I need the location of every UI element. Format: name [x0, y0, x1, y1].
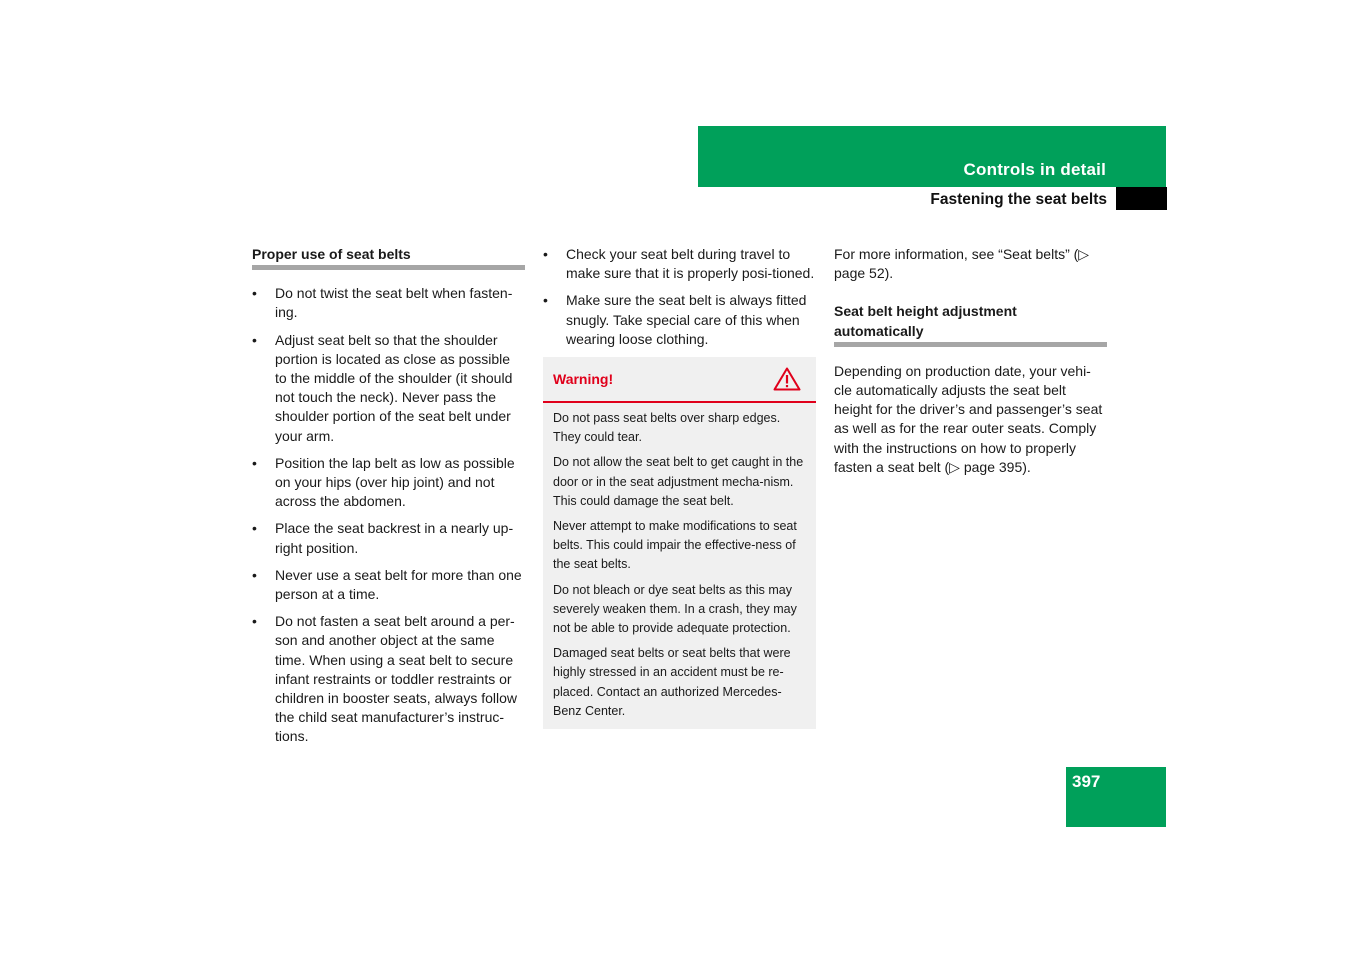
section-title: Fastening the seat belts	[930, 191, 1107, 208]
column-left	[252, 245, 525, 755]
warning-paragraph: Do not allow the seat belt to get caught in the door or in the seat adjustment mecha-nism. This could damage the seat belt.	[553, 455, 804, 508]
list-item: • Place the seat backrest in a nearly up-right position.	[252, 519, 525, 557]
list-item: • Never use a seat belt for more than one person at a time.	[252, 566, 525, 604]
list-item: • Adjust seat belt so that the shoulder portion is located as close as possible to the middle of the shoulder (it should not touch the neck). Never pass the shoulder portion of the seat belt under your arm.	[252, 331, 525, 446]
heading-height-adjustment: Seat belt height adjustment automatically	[834, 302, 1107, 346]
heading-proper-use: Proper use of seat belts	[252, 245, 525, 270]
warning-header	[543, 357, 816, 403]
warning-paragraph: Never attempt to make modifications to seat belts. This could impair the effective-ness of the seat belts.	[553, 519, 797, 572]
proper-use-list	[252, 284, 525, 746]
warning-paragraph: Damaged seat belts or seat belts that were highly stressed in an accident must be re-placed. Contact an authorized Mercedes-Benz Center.	[553, 646, 791, 718]
warning-triangle-icon	[773, 367, 801, 391]
column-right	[834, 245, 1107, 477]
warning-box	[543, 357, 816, 729]
list-item: • Do not twist the seat belt when fasten-ing.	[252, 284, 525, 322]
list-item: • Do not fasten a seat belt around a per-son and another object at the same time. When using a seat belt to secure infant restraints or toddler restraints or children in booster seats, always follow the child seat manufacturer’s instruc-tions.	[252, 612, 525, 746]
warning-body	[543, 403, 816, 721]
warning-paragraph: Do not bleach or dye seat belts as this may severely weaken them. In a crash, they may not be able to provide adequate protection.	[553, 582, 797, 636]
list-item: • Position the lap belt as low as possible on your hips (over hip joint) and not across the abdomen.	[252, 454, 525, 512]
more-info-reference: For more information, see “Seat belts” (▷ page 52).	[834, 246, 1090, 282]
list-item: • Make sure the seat belt is always fitted snugly. Take special care of this when wearing loose clothing.	[543, 291, 816, 349]
check-list	[543, 245, 816, 349]
page-number: 397	[1072, 772, 1101, 791]
list-item: • Check your seat belt during travel to make sure that it is properly posi-tioned.	[543, 245, 816, 283]
height-adjustment-text: Depending on production date, your vehi-cle automatically adjusts the seat belt height for the driver’s and passenger’s seat as well as for the rear outer seats. Comply with the instructions on how to properly fasten a seat belt (▷ page 395).	[834, 362, 1103, 475]
chapter-header-bar	[698, 126, 1166, 187]
warning-paragraph: Do not pass seat belts over sharp edges. They could tear.	[553, 411, 781, 445]
page-number-box	[1066, 767, 1166, 827]
chapter-title: Controls in detail	[963, 160, 1106, 179]
section-tab-marker	[1116, 187, 1167, 210]
column-middle	[543, 245, 816, 729]
warning-title: Warning!	[553, 371, 614, 388]
